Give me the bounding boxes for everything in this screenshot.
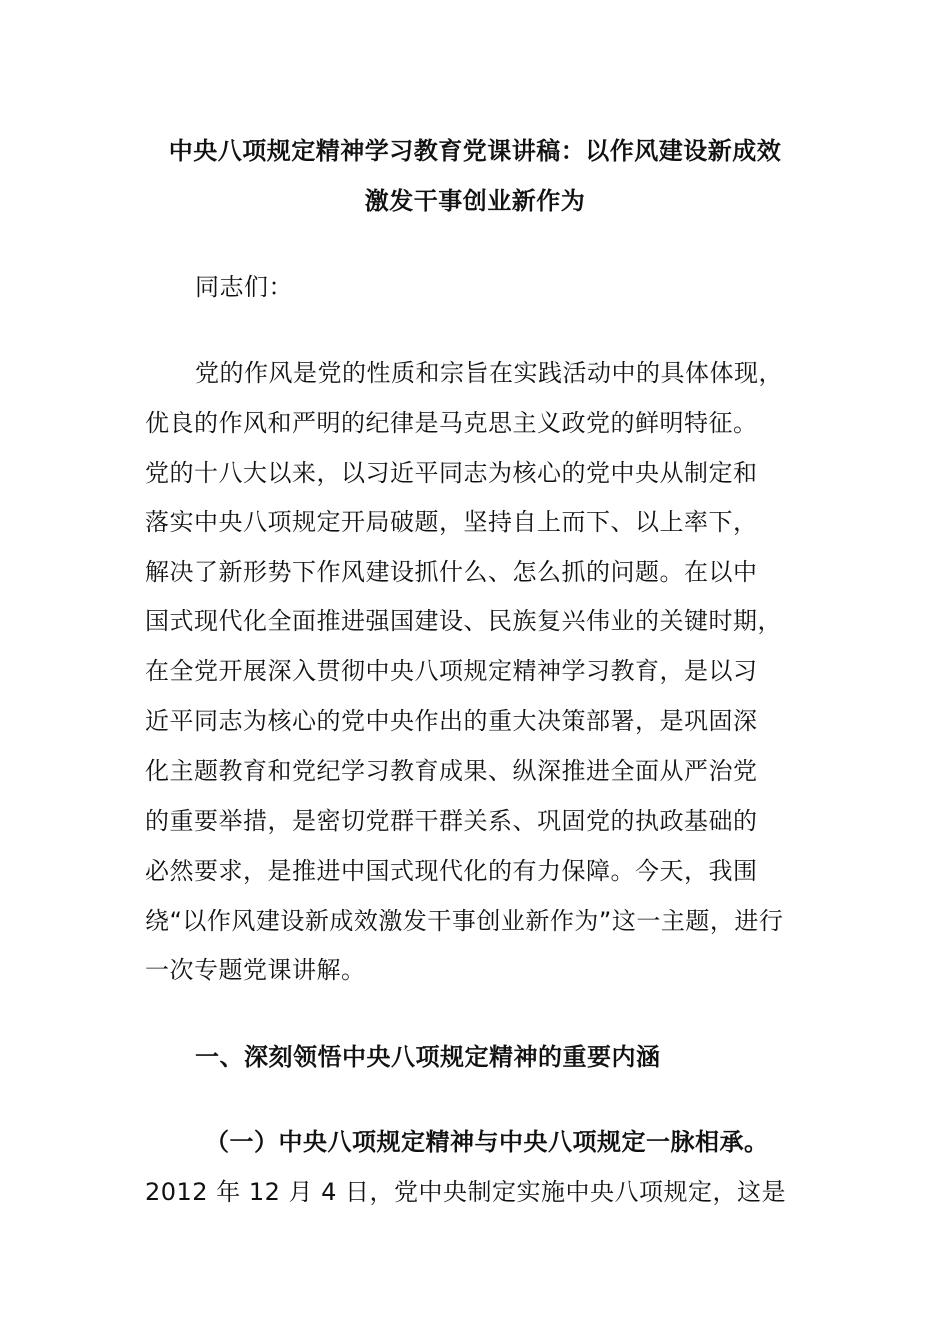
salutation: 同志们： (195, 273, 293, 301)
paragraph-line: 党的作风是党的性质和宗旨在实践活动中的具体体现， (195, 359, 783, 387)
paragraph-line: 绕“以作风建设新成效激发干事创业新作为”这一主题，进行 (145, 907, 784, 935)
paragraph-line: 2012 年 12 月 4 日，党中央制定实施中央八项规定，这是 (145, 1178, 787, 1206)
paragraph-line: 一次专题党课讲解。 (145, 956, 366, 984)
paragraph-line: 必然要求，是推进中国式现代化的有力保障。今天，我围 (145, 857, 758, 885)
paragraph-line: 党的十八大以来，以习近平同志为核心的党中央从制定和 (145, 459, 758, 487)
paragraph-line: 化主题教育和党纪学习教育成果、纵深推进全面从严治党 (145, 757, 758, 785)
paragraph-line: 近平同志为核心的党中央作出的重大决策部署，是巩固深 (145, 707, 758, 735)
paragraph-line: 解决了新形势下作风建设抓什么、怎么抓的问题。在以中 (145, 558, 758, 586)
paragraph-line: 国式现代化全面推进强国建设、民族复兴伟业的关键时期， (145, 607, 782, 635)
document-title-line-2: 激发干事创业新作为 (364, 187, 586, 215)
section-heading: 一、深刻领悟中央八项规定精神的重要内涵 (195, 1043, 661, 1071)
paragraph-line: 的重要举措，是密切党群干群关系、巩固党的执政基础的 (145, 807, 758, 835)
document-title-line-1: 中央八项规定精神学习教育党课讲稿：以作风建设新成效 (168, 137, 782, 165)
paragraph-line: 优良的作风和严明的纪律是马克思主义政党的鲜明特征。 (145, 409, 758, 437)
subsection-heading: （一）中央八项规定精神与中央八项规定一脉相承。 (205, 1128, 769, 1156)
paragraph-line: 在全党开展深入贯彻中央八项规定精神学习教育，是以习 (145, 657, 758, 685)
paragraph-line: 落实中央八项规定开局破题，坚持自上而下、以上率下， (145, 508, 758, 536)
